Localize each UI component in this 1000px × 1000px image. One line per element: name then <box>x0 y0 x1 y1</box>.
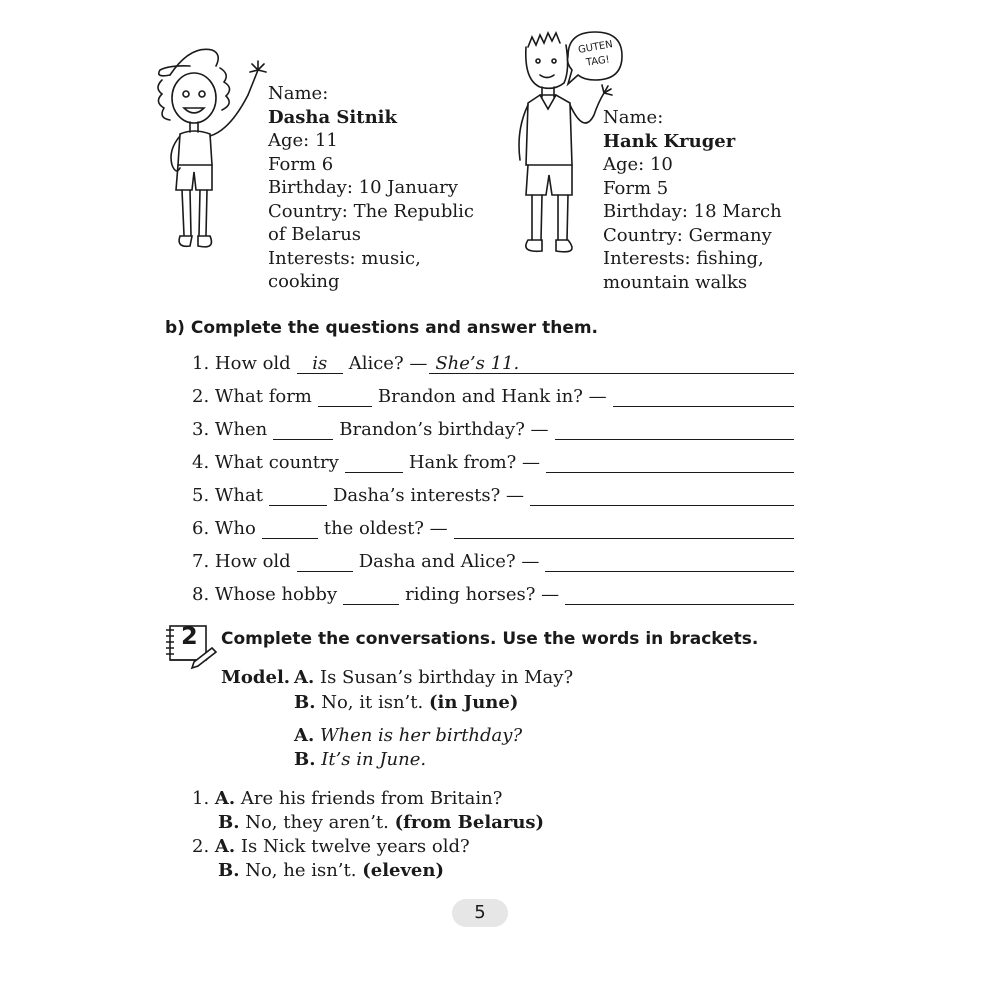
speaker-label: B. <box>218 860 240 881</box>
profile-country-cont: of Belarus <box>268 224 362 245</box>
exercise-heading: Complete the conversations. Use the words in brackets. <box>221 629 759 649</box>
conversation-line <box>192 836 470 857</box>
question-row <box>192 449 794 473</box>
profile-age: Age: 10 <box>603 154 673 175</box>
question-number: 3. <box>192 419 210 440</box>
speaker-label: A. <box>214 836 236 857</box>
answer-line[interactable] <box>565 586 794 605</box>
speaker-label: A. <box>214 788 236 809</box>
page-number: 5 <box>452 899 508 927</box>
speaker-label: B. <box>294 749 316 770</box>
question-number: 2. <box>192 386 210 407</box>
answer-line[interactable] <box>546 454 794 473</box>
question-row <box>192 383 794 407</box>
profile-hank <box>603 106 782 294</box>
question-text: Who <box>214 518 256 539</box>
answer-line[interactable]: She’s 11. <box>429 355 794 374</box>
model-line <box>294 667 573 688</box>
dasha-illustration <box>150 40 270 265</box>
question-row <box>192 548 794 572</box>
question-gap[interactable] <box>345 454 403 473</box>
answer-line[interactable] <box>613 388 794 407</box>
profile-form: Form 5 <box>603 177 669 199</box>
speech-bubble-line1: GUTEN <box>577 39 614 56</box>
answer-line[interactable] <box>530 487 794 506</box>
profile-country: Country: The Republic <box>268 200 474 222</box>
model-line <box>294 692 518 713</box>
question-text: How old <box>214 353 291 374</box>
dialogue-text: It’s in June. <box>321 749 427 770</box>
question-gap[interactable] <box>297 553 353 572</box>
question-row <box>192 482 794 506</box>
question-row <box>192 416 794 440</box>
profile-country: Country: Germany <box>603 224 772 246</box>
profile-dasha <box>268 82 474 294</box>
question-row <box>192 581 794 605</box>
question-number: 1. <box>192 353 210 374</box>
question-text: Brandon’s birthday? — <box>339 419 549 440</box>
profile-form: Form 6 <box>268 153 334 175</box>
question-number: 7. <box>192 551 210 572</box>
bracket-hint: (eleven) <box>362 860 444 881</box>
question-row <box>192 350 794 374</box>
question-text: riding horses? — <box>405 584 560 605</box>
conversation-line <box>218 812 544 833</box>
question-gap[interactable] <box>262 520 318 539</box>
dialogue-text: When is her birthday? <box>319 725 523 746</box>
dialogue-text: Are his friends from Britain? <box>240 788 503 809</box>
question-gap[interactable]: is <box>297 355 343 374</box>
question-gap[interactable] <box>318 388 372 407</box>
dialogue-text: No, he isn’t. <box>245 860 357 881</box>
question-text: the oldest? — <box>323 518 448 539</box>
speech-bubble-line2: TAG! <box>585 54 611 69</box>
question-text: Dasha and Alice? — <box>358 551 540 572</box>
question-text: Alice? — <box>348 353 428 374</box>
question-number: 6. <box>192 518 210 539</box>
item-number: 1. <box>192 788 210 809</box>
profile-interests: Interests: fishing, <box>603 248 764 269</box>
profile-name: Dasha Sitnik <box>268 106 397 128</box>
speaker-label: A. <box>294 725 315 746</box>
profile-interests-cont: mountain walks <box>603 271 748 293</box>
question-text: What country <box>214 452 339 473</box>
exercise-number: 2 <box>181 622 198 650</box>
speaker-label: B. <box>218 812 240 833</box>
profile-interests-cont: cooking <box>268 271 340 292</box>
answer-line[interactable] <box>555 421 794 440</box>
profile-age: Age: 11 <box>268 130 338 151</box>
question-number: 4. <box>192 452 210 473</box>
dialogue-text: Is Nick twelve years old? <box>240 836 470 857</box>
dialogue-text: No, they aren’t. <box>245 812 389 833</box>
question-gap[interactable] <box>343 586 399 605</box>
bracket-hint: (from Belarus) <box>394 812 545 833</box>
section-b-heading: b) Complete the questions and answer them. <box>165 318 599 338</box>
answer-line[interactable] <box>545 553 794 572</box>
dialogue-text: Is Susan’s birthday in May? <box>319 667 574 688</box>
question-text: What <box>214 485 263 506</box>
speaker-label: B. <box>294 692 316 713</box>
bracket-hint: (in June) <box>428 692 519 713</box>
dialogue-text: No, it isn’t. <box>321 692 424 713</box>
question-text: What form <box>214 386 312 407</box>
profile-birthday: Birthday: 18 March <box>603 201 782 222</box>
question-text: Dasha’s interests? — <box>332 485 524 506</box>
profile-name-label: Name: <box>603 107 664 128</box>
item-number: 2. <box>192 836 210 857</box>
profile-interests: Interests: music, <box>268 247 421 269</box>
question-number: 5. <box>192 485 210 506</box>
question-text: Brandon and Hank in? — <box>377 386 607 407</box>
question-text: Whose hobby <box>214 584 338 605</box>
answer-line[interactable] <box>454 520 794 539</box>
profile-birthday: Birthday: 10 January <box>268 177 458 198</box>
question-row <box>192 515 794 539</box>
conversation-line <box>192 788 502 809</box>
profile-name-label: Name: <box>268 83 329 104</box>
question-number: 8. <box>192 584 210 605</box>
question-text: Hank from? — <box>408 452 541 473</box>
profile-name: Hank Kruger <box>603 130 736 152</box>
question-gap[interactable] <box>273 421 333 440</box>
model-label: Model. <box>221 667 291 688</box>
model-line <box>294 749 426 770</box>
speaker-label: A. <box>294 667 315 688</box>
question-text: When <box>214 419 268 440</box>
model-line <box>294 725 522 746</box>
conversation-line <box>218 860 444 881</box>
question-text: How old <box>214 551 291 572</box>
question-gap[interactable] <box>269 487 327 506</box>
